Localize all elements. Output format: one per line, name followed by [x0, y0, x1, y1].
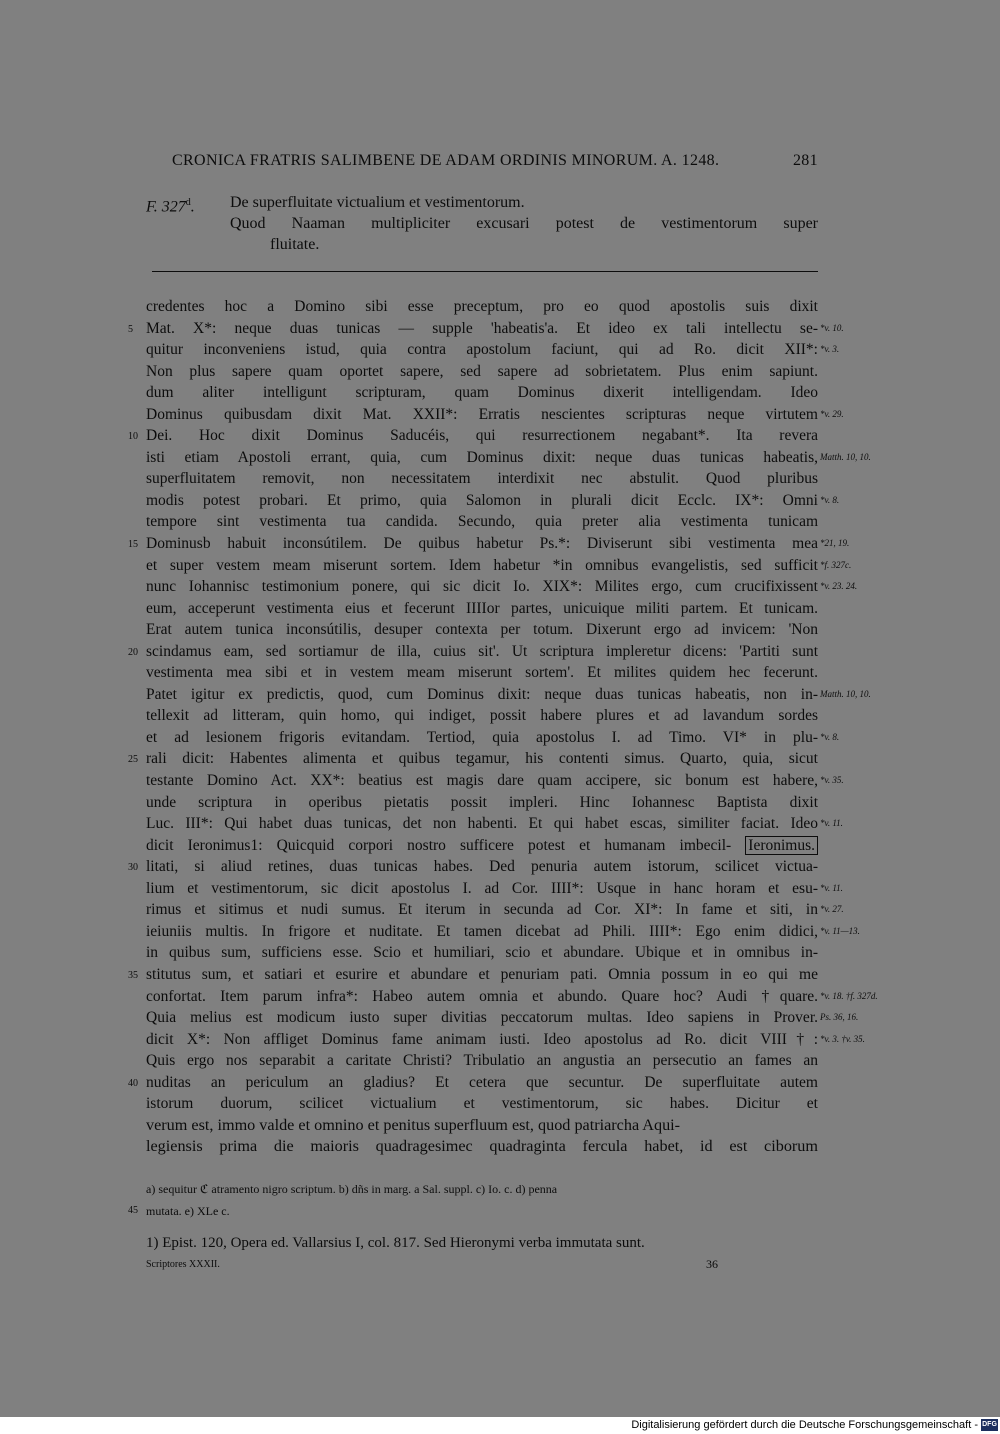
line-text: unde scriptura in operibus pietatis possit impleri. Hinc Iohannesc Baptista dixit: [146, 793, 818, 811]
line-text: stitutus sum, et satiari et esurire et abundare et penuriam pati. Omnia possum in eo qui me: [146, 965, 818, 983]
text-line: [128, 318, 844, 340]
page-number: 281: [792, 152, 818, 169]
main-text: [128, 296, 878, 1158]
text-line: [146, 382, 818, 404]
dfg-logo-icon: DFG: [981, 1419, 998, 1431]
text-line: [146, 490, 840, 512]
text-line: [146, 662, 818, 684]
summary-line: De superfluitate victualium et vestimentorum.: [230, 194, 525, 211]
text-line: [146, 792, 818, 814]
text-line: [146, 986, 878, 1008]
line-text: Luc. III*: Qui habet duas tunicas, det non habenti. Et qui habet escas, similiter faciat. Ideo: [146, 815, 818, 833]
margin-reference: *f. 327c.: [820, 559, 852, 570]
line-text: vestimenta mea sibi et in vestem meam miserunt sortem'. Et milites quidem hec fecerunt.: [146, 664, 818, 682]
separator-rule: [146, 271, 818, 272]
summary-line: fluitate.: [270, 236, 320, 253]
line-text: Quis ergo nos separabit a caritate Christi? Tribulatio an angustia an persecutio an fames an: [146, 1052, 818, 1070]
margin-reference: *v. 27.: [820, 904, 844, 915]
text-line: [146, 1050, 818, 1072]
line-text: dicit X*: Non affliget Dominus fame animam iusti. Ideo apostolus ad Ro. dicit VIII†:: [146, 1030, 818, 1048]
text-line: [146, 339, 840, 361]
text-line: [146, 835, 818, 857]
line-text: nuditas an periculum an gladius? Et cetera que secuntur. De superfluitate autem: [146, 1073, 818, 1091]
line-text: scindamus eam, sed sortiamur de illa, cuius sit'. Ut scriptura impleretur dicens: 'Partiti sunt: [146, 642, 818, 660]
text-line: [146, 684, 871, 706]
margin-reference: *v. 35.: [820, 775, 844, 786]
line-text: in quibus sum, sufficiens esse. Scio et humiliari, scio et abundare. Ubique et in omnibus in-: [146, 944, 818, 962]
line-text: dum aliter intelligunt scripturam, quam Dominus dixerit intelligendam. Ideo: [146, 384, 818, 402]
line-text: tempore sint vestimenta tua candida. Secundo, quia preter alia vestimenta tunicam: [146, 513, 818, 531]
margin-reference: Matth. 10, 10.: [820, 451, 871, 462]
text-line: [146, 598, 818, 620]
text-line: [146, 447, 871, 469]
line-text: litati, si aliud retines, duas tunicas habes. Ded penuria autem istorum, scilicet victua-: [146, 858, 818, 876]
line-text: ieiuniis multis. In frigore et nuditate. Et tamen dicebat ad Phili. IIII*: Ego enim didici,: [146, 922, 818, 940]
text-line: [146, 727, 840, 749]
margin-reference: *v. 11.: [820, 882, 843, 893]
line-text: Mat. X*: neque duas tunicas — supple 'habeatis'a. Et ideo ex tali intellectu se-: [146, 319, 818, 337]
line-text: eum, acceperunt vestimenta eius et fecerunt IIIIor partes, unicuique militi partem. Et tunicam.: [146, 599, 818, 617]
line-text: rali dicit: Habentes alimenta et quibus tegamur, his contenti simus. Quarto, quia, sicut: [146, 750, 818, 768]
text-line: [146, 404, 844, 426]
text-line: [146, 296, 818, 318]
text-line: [146, 813, 843, 835]
line-text: Non plus sapere quam oportet sapere, sed sapere ad sobrietatem. Plus enim sapiunt.: [146, 362, 818, 380]
text-line: [128, 1072, 818, 1094]
line-text: istorum duorum, scilicet victualium et vestimentorum, sic habes. Dicitur et: [146, 1095, 818, 1113]
margin-reference: *v. 10.: [820, 322, 844, 333]
line-text: modis potest probari. Et primo, quia Salomon in plurali dicit Ecclc. IX*: Omni: [146, 491, 818, 509]
margin-reference: *v. 11.: [820, 818, 843, 829]
line-number: 5: [128, 323, 133, 335]
funding-note: Digitalisierung gefördert durch die Deutsche Forschungsgemeinschaft -: [631, 1419, 978, 1431]
line-text: confortat. Item parum infra*: Habeo autem omnia et abundo. Quare hoc? Audi †quare.: [146, 987, 818, 1005]
margin-reference: *v. 8.: [820, 494, 840, 505]
margin-reference: Ps. 36, 16.: [820, 1012, 859, 1023]
line-text: isti etiam Apostoli errant, quia, cum Dominus dixit: neque duas tunicas habeatis,: [146, 448, 818, 466]
line-number: 15: [128, 539, 138, 551]
line-text: et ad lesionem frigoris evitandam. Tertiod, quia apostolus I. ad Timo. VI* in plu-: [146, 728, 818, 746]
line-text: Erat autem tunica inconsútilis, desuper contexta per totum. Dixerunt ergo ad invicem: 'Non: [146, 621, 818, 639]
line-number: 30: [128, 862, 138, 874]
line-text: credentes hoc a Domino sibi esse preceptum, pro eo quod apostolis suis dixit: [146, 298, 818, 315]
line-text: et super vestem meam miserunt sortem. Idem habetur *in omnibus evangelistis, sed sufficit: [146, 556, 818, 574]
line-number: 40: [128, 1077, 138, 1089]
line-number: 20: [128, 646, 138, 658]
running-header: [172, 152, 818, 170]
text-line: [128, 425, 818, 447]
text-line: [146, 361, 818, 383]
line-text: dicit Ieronimus1: Quicquid corpori nostro sufficere potest et humanam imbecil-: [146, 836, 732, 854]
source-footnote: 1) Epist. 120, Opera ed. Vallarsius I, col. 817. Sed Hieronymi verba immutata sunt.: [146, 1235, 645, 1251]
line-text: legiensis prima die maioris quadragesimec quadraginta fercula habet, id est ciborum: [146, 1137, 818, 1156]
line-text: testante Domino Act. XX*: beatius est magis dare quam accipere, sic bonum est habere,: [146, 772, 818, 790]
text-line: [146, 576, 858, 598]
gathering-number: 36: [706, 1257, 718, 1271]
text-line: [146, 1093, 818, 1115]
text-line: [146, 1029, 865, 1051]
sheet-signature: [146, 1259, 812, 1270]
margin-reference: *v. 3.: [820, 344, 840, 355]
text-line: [128, 964, 818, 986]
footnote-line: a) sequitur ℭ atramento nigro scriptum. b) dñs in marg. a Sal. suppl. c) Io. c. d) penna: [146, 1182, 558, 1196]
text-line: [146, 468, 818, 490]
line-text: quitur inconveniens istud, quia contra apostolum faciunt, qui ad Ro. dicit XII*:: [146, 341, 818, 359]
margin-reference: Matth. 10, 10.: [820, 688, 871, 699]
line-text: Patet igitur ex predictis, quod, cum Dominus dixit: neque duas tunicas habeatis, non in-: [146, 685, 818, 703]
line-text: lium et vestimentorum, sic dicit apostolus I. ad Cor. IIII*: Usque in hanc horam et esu-: [146, 879, 818, 897]
running-title: CRONICA FRATRIS SALIMBENE DE ADAM ORDINIS MINORUM. A. 1248.: [172, 152, 720, 169]
text-line: [128, 856, 818, 878]
margin-reference: *v. 8.: [820, 731, 840, 742]
text-line: [146, 942, 818, 964]
text-line: [128, 533, 850, 555]
line-number: 25: [128, 754, 138, 766]
text-line: [146, 878, 843, 900]
text-line: [128, 641, 818, 663]
margin-reference: *21, 19.: [820, 538, 850, 549]
line-text: Quia melius est modicum iusto super divitias peccatorum multas. Ideo sapiens in Prover.: [146, 1009, 818, 1027]
text-line: [128, 748, 818, 770]
text-line: [146, 1136, 818, 1158]
line-text: verum est, immo valde et omnino et penitus superfluum est, quod patriarcha Aqui-: [146, 1115, 681, 1134]
line-text: tellexit ad litteram, quin homo, qui indiget, possit habere plures et ad lavandum sordes: [146, 707, 818, 725]
text-line: [146, 555, 852, 577]
margin-reference: *v. 11—13.: [820, 925, 860, 936]
line-number: 10: [128, 431, 138, 443]
apparatus-footnotes: [128, 1178, 812, 1222]
separator-gap: [146, 271, 152, 274]
line-text: Dei. Hoc dixit Dominus Saducéis, qui resurrectionem negabant*. Ita revera: [146, 427, 818, 445]
footnote-line: 45 mutata. e) XLe c.: [128, 1204, 230, 1218]
line-text: rimus et sitimus et nudi sumus. Et iterum in secunda ad Cor. XI*: In fame et siti, in: [146, 901, 818, 919]
margin-reference: *v. 29.: [820, 408, 844, 419]
line-text: Dominus quibusdam dixit Mat. XXII*: Erratis nescientes scripturas neque virtutem: [146, 405, 818, 423]
folio-reference: F. 327$^d$.: [146, 197, 195, 216]
text-line: [146, 511, 818, 533]
margin-reference: *v. 18. †f. 327d.: [820, 990, 878, 1001]
digitization-footer: [0, 1417, 1000, 1434]
text-line: [146, 899, 844, 921]
margin-reference: *v. 3. †v. 35.: [820, 1033, 865, 1044]
text-line: [146, 705, 818, 727]
text-line: [146, 1115, 818, 1137]
line-text: Dominusb habuit inconsútilem. De quibus habetur Ps.*: Diviserunt sibi vestimenta mea: [146, 535, 818, 553]
summary-line: Quod Naaman multipliciter excusari potest de vestimentorum super: [230, 215, 818, 232]
line-text: nunc Iohannisc testimonium ponere, qui sic dicit Io. XIX*: Milites ergo, cum crucifixissent: [146, 578, 818, 596]
text-line: [146, 770, 844, 792]
margin-reference: *v. 23. 24.: [820, 581, 858, 592]
line-number: 35: [128, 969, 138, 981]
chapter-summary: [146, 192, 818, 255]
text-line: [146, 619, 818, 641]
text-line: [146, 1007, 859, 1029]
line-text: superfluitatem removit, non necessitatem interdixit nec abstulit. Quod pluribus: [146, 470, 818, 488]
boxed-marginal-name: Ieronimus.: [745, 836, 818, 855]
series-label: Scriptores XXXII.: [146, 1259, 220, 1270]
text-line: [146, 921, 860, 943]
